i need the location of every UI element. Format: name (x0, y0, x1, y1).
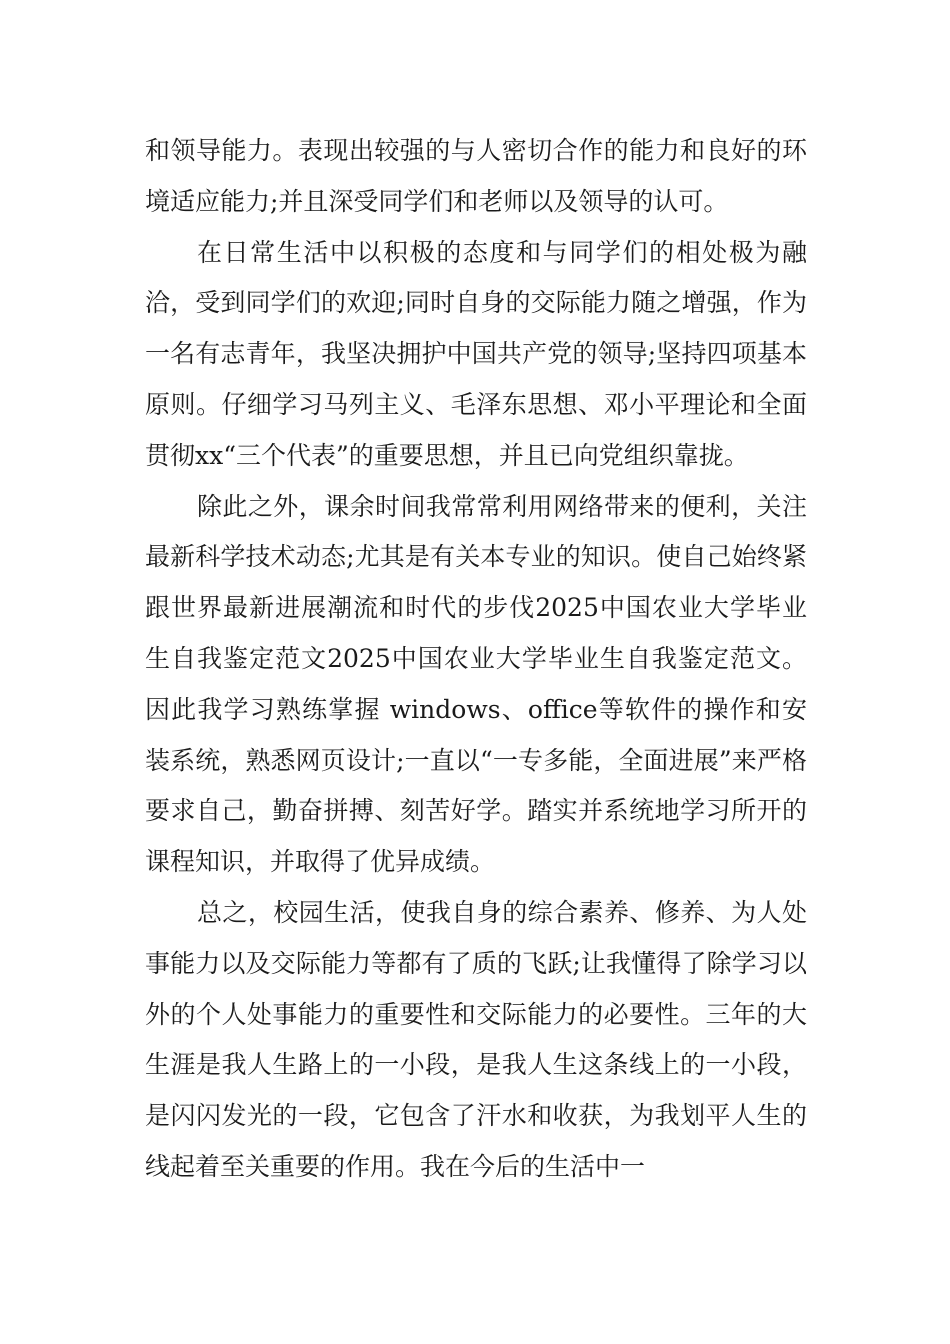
document-body (145, 126, 807, 1193)
paragraph-3: 除此之外，课余时间我常常利用网络带来的便利，关注最新科学技术动态;尤其是有关本专业的知识。使自己始终紧跟世界最新进展潮流和时代的步伐2025中国农业大学毕业生自我鉴定范文2025中国农业大学毕业生自我鉴定范文。因此我学习熟练掌握 windows、office等软件的操作和安装系统，熟悉网页设计;一直以“一专多能，全面进展”来严格要求自己，勤奋拼搏、刻苦好学。踏实并系统地学习所开的课程知识，并取得了优异成绩。 (145, 491, 807, 877)
paragraph-1: 和领导能力。表现出较强的与人密切合作的能力和良好的环境适应能力;并且深受同学们和老师以及领导的认可。 (145, 136, 807, 216)
paragraph-2: 在日常生活中以积极的态度和与同学们的相处极为融洽，受到同学们的欢迎;同时自身的交际能力随之增强，作为一名有志青年，我坚决拥护中国共产党的领导;坚持四项基本原则。仔细学习马列主义、毛泽东思想、邓小平理论和全面贯彻xx“三个代表”的重要思想，并且已向党组织靠拢。 (145, 237, 807, 470)
paragraph-4: 总之，校园生活，使我自身的综合素养、修养、为人处事能力以及交际能力等都有了质的飞跃;让我懂得了除学习以外的个人处事能力的重要性和交际能力的必要性。三年的大生涯是我人生路上的一小段，是我人生这条线上的一小段，是闪闪发光的一段，它包含了汗水和收获，为我划平人生的线起着至关重要的作用。我在今后的生活中一 (145, 897, 807, 1181)
